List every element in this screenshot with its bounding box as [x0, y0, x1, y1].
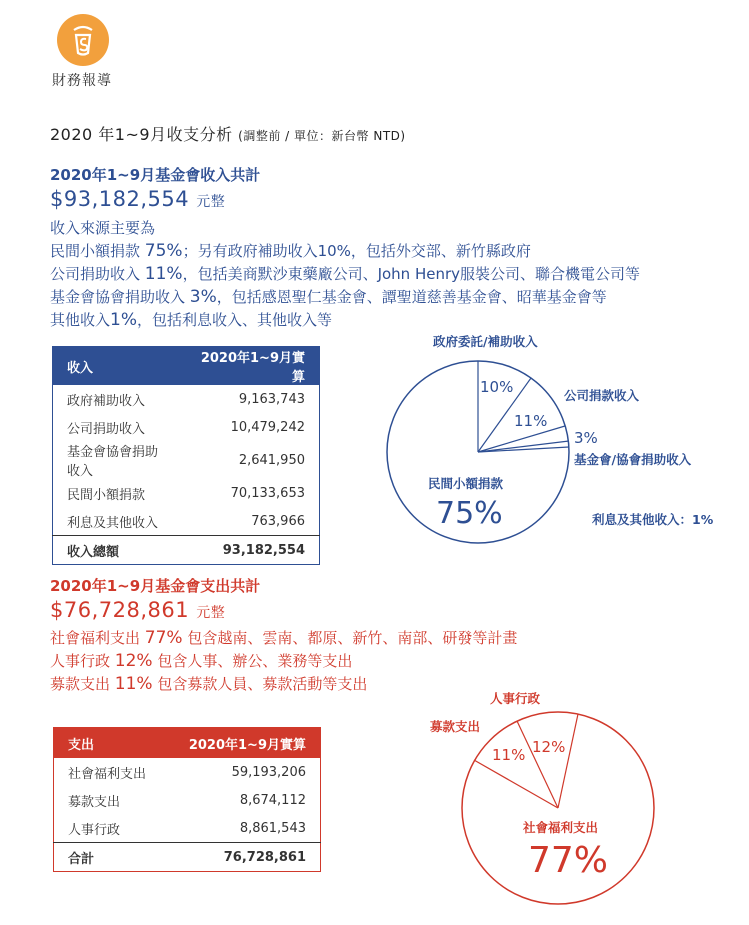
pie-slice-pct: 75% [436, 496, 503, 531]
income-source-list [50, 240, 640, 332]
pie-slice-label: 公司捐款收入 [564, 388, 640, 403]
expense-amount [50, 598, 225, 622]
expense-pie-divider [474, 760, 558, 808]
income-pie-chart [380, 330, 749, 580]
expense-col-value: 2020年1~9月實算 [166, 728, 320, 759]
table-row: 基金會協會捐助收入 2,641,950 [67, 445, 305, 479]
expense-line: 人事行政 12% 包含人事、辦公、業務等支出 [50, 651, 353, 671]
income-line: 民間小額捐款 75%；另有政府補助收入10%，包括外交部、新竹縣政府 [50, 241, 531, 261]
pie-slice-label: 社會福利支出 [523, 820, 599, 835]
expense-pie-divider [517, 721, 558, 808]
pie-slice-label: 人事行政 [490, 691, 541, 706]
pie-slice-pct: 10% [480, 378, 514, 396]
pie-slice-pct: 12% [532, 738, 566, 756]
pie-slice-pct: 3% [574, 429, 598, 447]
expense-line: 募款支出 11% 包含募款人員、募款活動等支出 [50, 674, 368, 694]
pie-slice-label: 利息及其他收入：1% [592, 512, 714, 527]
expense-table [53, 727, 321, 872]
pie-slice-pct: 11% [514, 412, 548, 430]
page-title [50, 122, 406, 145]
logo-icon [57, 14, 109, 66]
income-amount-value: $93,182,554 [50, 187, 190, 211]
table-row: 公司捐助收入 10,479,242 [67, 419, 305, 437]
expense-amount-unit: 元整 [196, 605, 226, 621]
income-col-value: 2020年1~9月實算 [180, 347, 320, 386]
income-line: 基金會協會捐助收入 3%，包括感恩聖仁基金會、譚聖道慈善基金會、昭華基金會等 [50, 287, 607, 307]
income-amount-unit: 元整 [196, 194, 226, 210]
table-row: 社會福利支出 59,193,206 [68, 764, 306, 782]
expense-line: 社會福利支出 77% 包含越南、雲南、都原、新竹、南部、研發等計畫 [50, 628, 518, 648]
income-heading: 2020年1~9月基金會收入共計 [50, 166, 261, 184]
table-row: 利息及其他收入 763,966 [67, 513, 305, 531]
income-line: 其他收入1%，包括利息收入、其他收入等 [50, 310, 333, 330]
income-pie-divider [478, 441, 569, 452]
table-row: 民間小額捐款 70,133,653 [67, 485, 305, 503]
expense-total-row: 合計 76,728,861 [54, 843, 321, 872]
table-row: 募款支出 8,674,112 [68, 792, 306, 810]
page-title-text: 2020 年1~9月收支分析 [50, 125, 233, 144]
pie-slice-label: 民間小額捐款 [428, 476, 504, 491]
pie-slice-label: 政府委託/補助收入 [433, 334, 538, 349]
expense-pie-chart [410, 680, 749, 920]
pie-slice-label: 募款支出 [430, 719, 481, 734]
expense-table-header [54, 728, 321, 759]
income-amount [50, 187, 225, 211]
page-title-note: (調整前 / 單位：新台幣 NTD) [238, 129, 406, 143]
expense-amount-value: $76,728,861 [50, 598, 190, 622]
income-table-header [53, 347, 320, 386]
income-line: 公司捐助收入 11%，包括美商默沙東藥廠公司、John Henry服裝公司、聯合機電公司等 [50, 264, 641, 284]
table-row: 政府補助收入 9,163,743 [67, 391, 305, 409]
income-col-label: 收入 [53, 347, 180, 386]
table-row: 人事行政 8,861,543 [68, 820, 306, 838]
section-label: 財務報導 [52, 73, 112, 89]
income-total-row: 收入總額 93,182,554 [53, 536, 320, 565]
expense-pie-divider [558, 714, 578, 808]
income-intro: 收入來源主要為 [50, 219, 156, 237]
expense-heading: 2020年1~9月基金會支出共計 [50, 577, 261, 595]
pie-slice-label: 基金會/協會捐助收入 [574, 452, 692, 467]
income-table [52, 346, 320, 565]
pie-slice-pct: 77% [528, 840, 609, 881]
pie-slice-pct: 11% [492, 746, 526, 764]
expense-col-label: 支出 [54, 728, 167, 759]
